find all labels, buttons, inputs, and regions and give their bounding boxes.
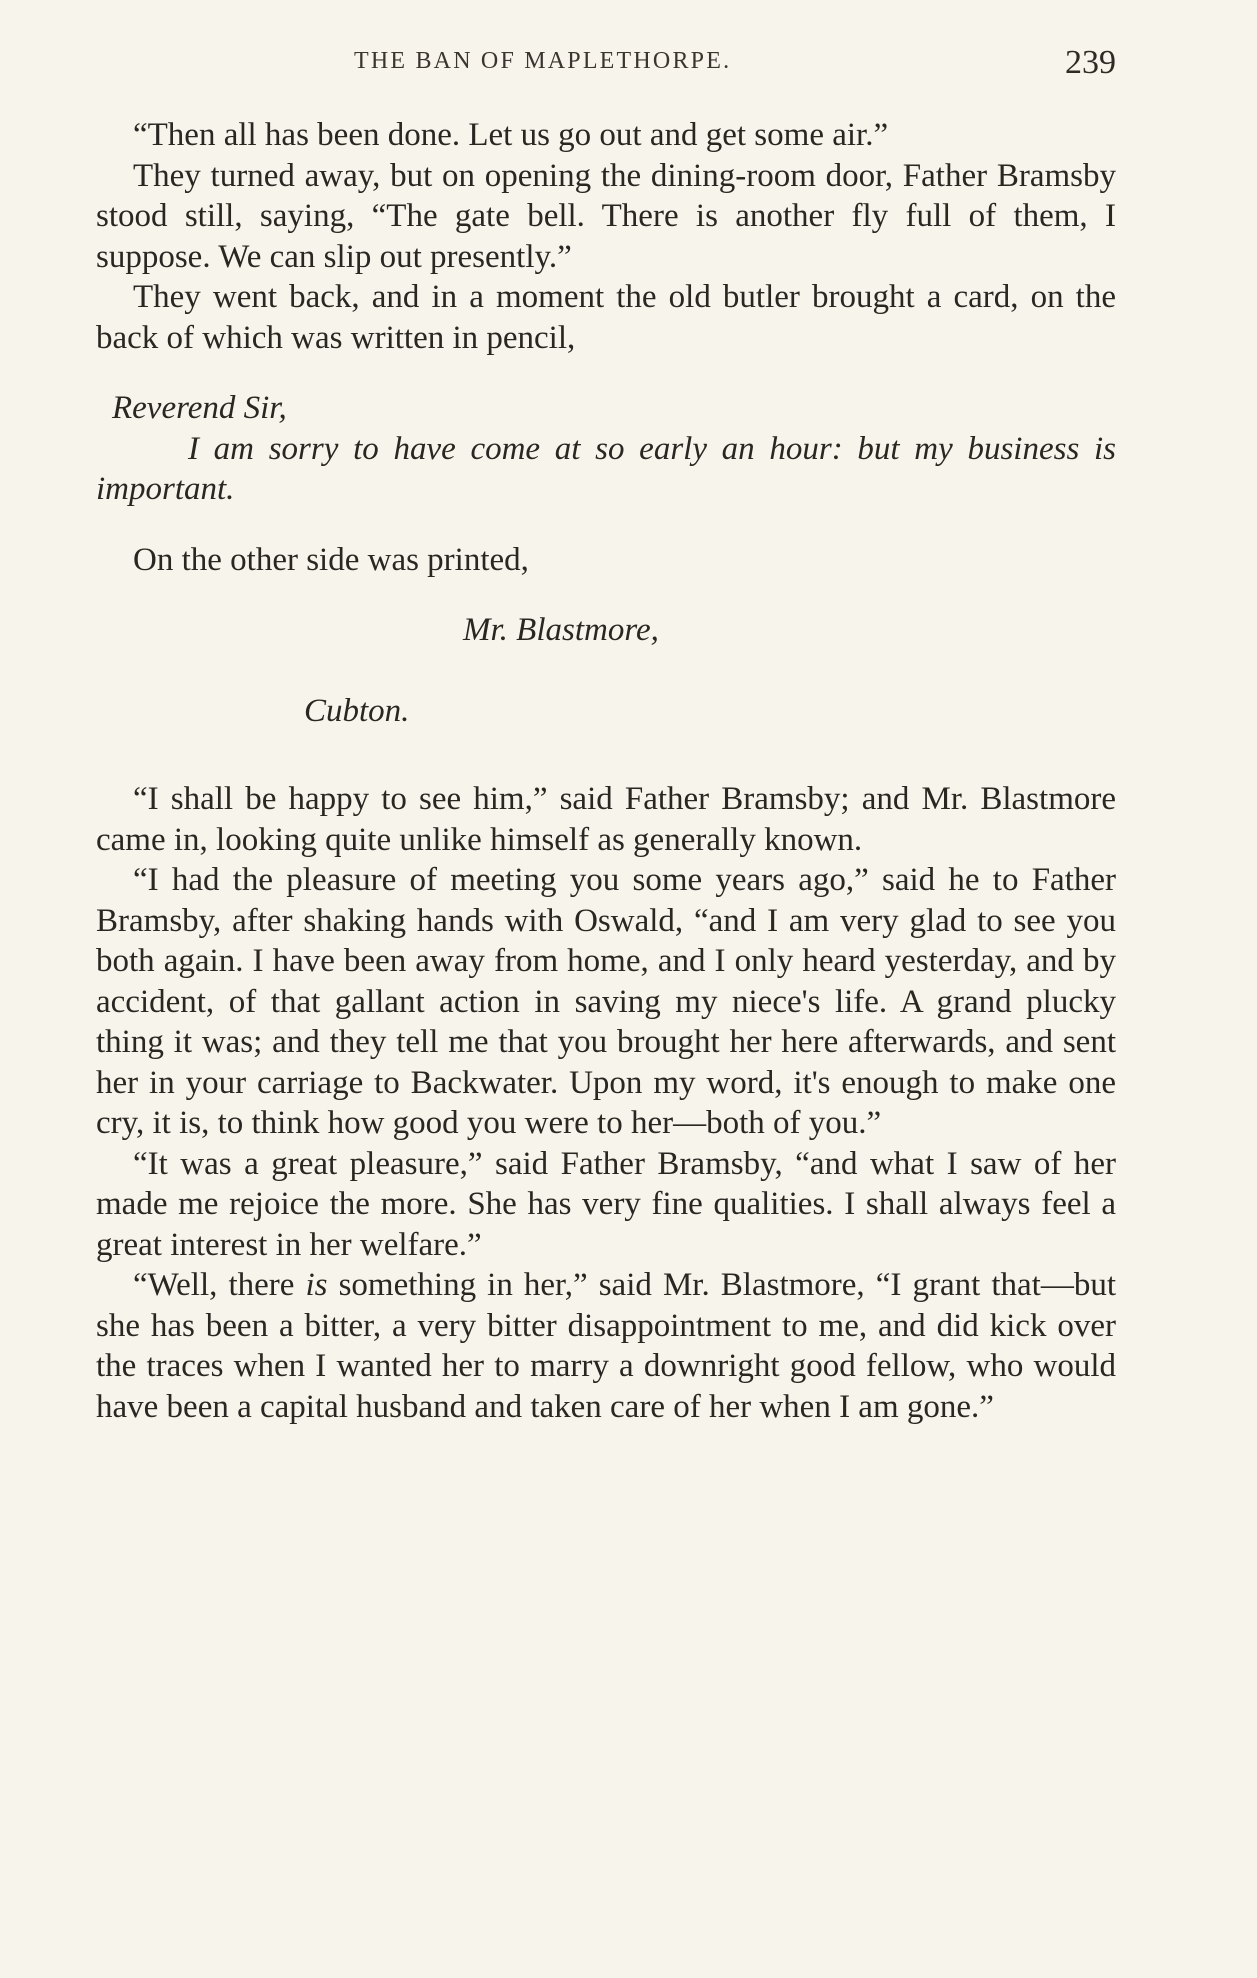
paragraph: “I shall be happy to see him,” said Father Bramsby; and Mr. Blastmore came in, looking quite unlike himself as generally known. xyxy=(96,781,1116,858)
paragraph-text: something in her,” said Mr. Blastmore, “I grant that—but she has been a bitter, a very bitter disappointment to me, and did kick over the traces when I wanted her to marry a downright good fellow, who would have been a capital husband and taken care of her when I am gone.” xyxy=(96,1267,1116,1425)
paragraph-text: “Well, there xyxy=(133,1267,306,1303)
card-name: Mr. Blastmore, xyxy=(463,612,659,648)
card-place: Cubton. xyxy=(304,692,410,729)
note-body: I am sorry to have come at so early an hour: but my business is important. xyxy=(96,430,1116,507)
body-text xyxy=(96,115,1116,1427)
emphasized-word: is xyxy=(305,1267,328,1303)
paragraph: On the other side was printed, xyxy=(133,541,529,578)
paragraph: They turned away, but on opening the dining-room door, Father Bramsby stood still, saying, “The gate bell. There is another fly full of them, I suppose. We can slip out presently.” xyxy=(96,157,1116,275)
paragraph: “It was a great pleasure,” said Father Bramsby, “and what I saw of her made me rejoice the more. She has very fine qualities. I shall always feel a great interest in her welfare.” xyxy=(96,1145,1116,1263)
running-title: THE BAN OF MAPLETHORPE. xyxy=(354,48,732,74)
page-number: 239 xyxy=(1065,44,1116,81)
running-head xyxy=(96,44,1116,94)
paragraph: “Then all has been done. Let us go out and get some air.” xyxy=(133,117,889,153)
paragraph: They went back, and in a moment the old butler brought a card, on the back of which was written in pencil, xyxy=(96,279,1116,356)
paragraph xyxy=(96,1265,1116,1427)
paragraph: “I had the pleasure of meeting you some years ago,” said he to Father Bramsby, after shaking hands with Oswald, “and I am very glad to see you both again. I have been away from home, and I only heard yesterday, and by accident, of that gallant action in saving my niece's life. A grand plucky thing it was; and they tell me that you brought her here afterwards, and sent her in your carriage to Backwater. Upon my word, it's enough to make one cry, it is, to think how good you were to her—both of you.” xyxy=(96,862,1116,1141)
note-salutation: Reverend Sir, xyxy=(112,390,287,426)
